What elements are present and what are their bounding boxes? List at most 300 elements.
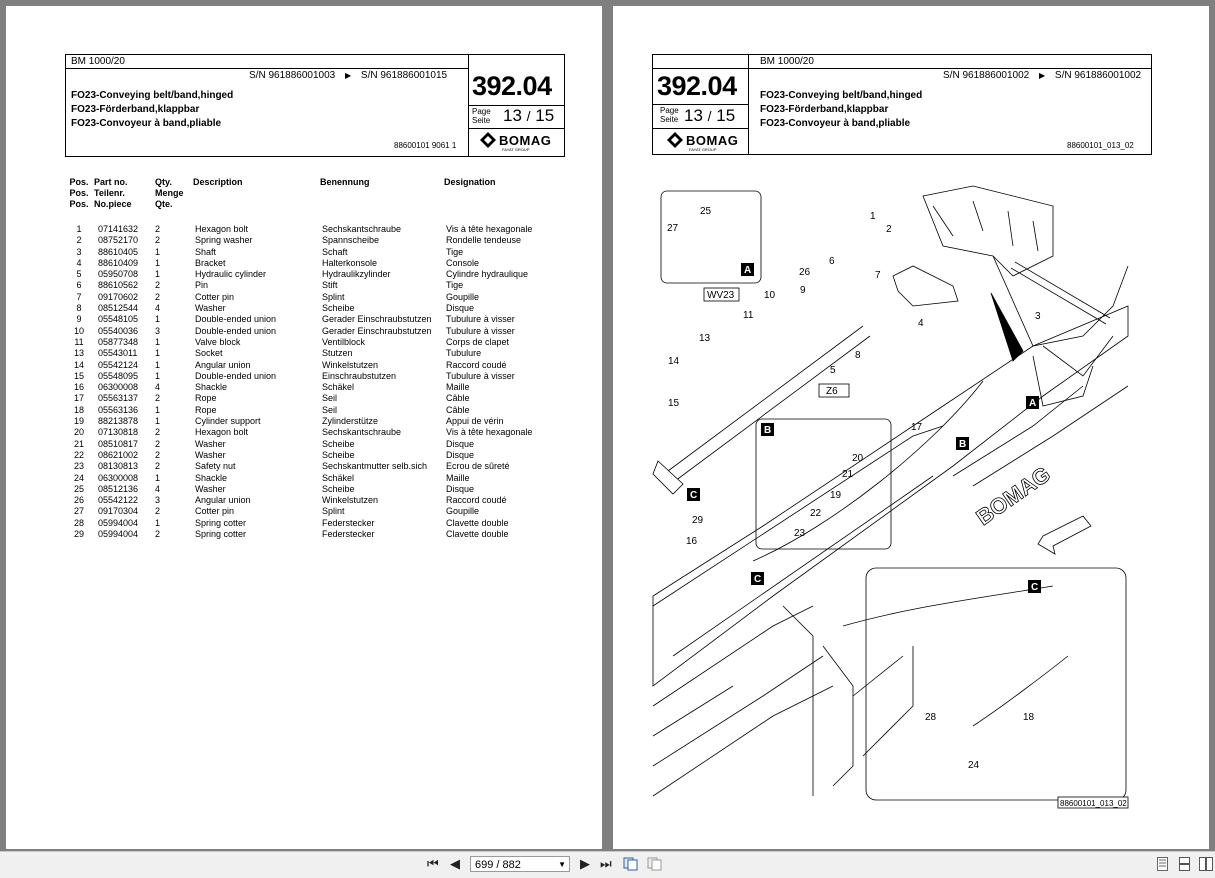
cell-qty: 1 bbox=[155, 348, 161, 359]
cell-desc: Angular union bbox=[195, 359, 251, 370]
cell-pos: 2 bbox=[76, 235, 82, 246]
forward-view-icon[interactable] bbox=[647, 857, 662, 874]
cell-fr: Câble bbox=[446, 404, 470, 415]
cell-part: 05563136 bbox=[98, 404, 139, 415]
cell-fr: Cylindre hydraulique bbox=[446, 269, 529, 280]
cell-part: 08130813 bbox=[98, 461, 139, 472]
cell-fr: Corps de clapet bbox=[446, 336, 510, 347]
cell-qty: 1 bbox=[155, 336, 161, 347]
cell-desc: Washer bbox=[195, 303, 226, 314]
callout-17: 17 bbox=[911, 422, 923, 433]
table-row bbox=[64, 360, 532, 371]
single-page-icon[interactable] bbox=[1157, 857, 1168, 874]
callout-8: 8 bbox=[855, 350, 861, 361]
callout-7: 7 bbox=[875, 270, 881, 281]
cell-part: 05540036 bbox=[98, 325, 139, 336]
cell-desc: Spring washer bbox=[195, 235, 253, 246]
cell-fr: Disque bbox=[446, 483, 475, 494]
callout-13: 13 bbox=[699, 333, 711, 344]
arrow-icon: ▶ bbox=[1038, 71, 1046, 80]
cell-part: 05563137 bbox=[98, 393, 139, 404]
cell-pos: 19 bbox=[73, 416, 84, 427]
cell-ben: Seil bbox=[322, 404, 338, 415]
callout-18: 18 bbox=[1023, 712, 1035, 723]
cell-part: 88213878 bbox=[98, 416, 139, 427]
cell-part: 06300008 bbox=[98, 472, 139, 483]
cell-part: 05548105 bbox=[98, 314, 139, 325]
chevron-down-icon[interactable]: ▼ bbox=[558, 860, 566, 869]
cell-fr: Raccord coudé bbox=[446, 359, 507, 370]
title-fr: FO23-Convoyeur à band,pliable bbox=[760, 118, 911, 129]
detail-marker-c bbox=[687, 488, 700, 501]
prev-page-icon[interactable]: ◀ bbox=[450, 856, 460, 871]
cell-fr: Clavette double bbox=[446, 517, 509, 528]
callout-10: 10 bbox=[764, 290, 776, 301]
serial-from: S/N 961886001003 bbox=[249, 70, 336, 81]
cell-pos: 1 bbox=[76, 224, 82, 234]
callout-14: 14 bbox=[668, 356, 680, 367]
cell-desc: Cotter pin bbox=[195, 506, 235, 517]
cell-pos: 14 bbox=[73, 359, 84, 370]
viewer-toolbar bbox=[0, 851, 1215, 878]
page-total: 15 bbox=[716, 106, 736, 125]
cell-desc: Rope bbox=[195, 393, 217, 404]
cell-part: 05994004 bbox=[98, 529, 139, 540]
cell-desc: Washer bbox=[195, 438, 226, 449]
callout-9: 9 bbox=[800, 285, 806, 296]
callout-11: 11 bbox=[743, 310, 754, 321]
cell-desc: Double-ended union bbox=[195, 314, 277, 325]
cell-fr: Disque bbox=[446, 449, 475, 460]
cell-qty: 1 bbox=[155, 314, 161, 325]
cell-ben: Spannscheibe bbox=[322, 235, 380, 246]
cell-qty: 1 bbox=[155, 370, 161, 381]
cell-fr: Tubulure bbox=[446, 348, 482, 359]
cell-fr: Clavette double bbox=[446, 529, 509, 540]
cell-ben: Winkelstutzen bbox=[322, 359, 379, 370]
cell-qty: 2 bbox=[155, 427, 161, 438]
cell-fr: Tubulure à visser bbox=[446, 314, 515, 325]
group-number: 392.04 bbox=[472, 71, 552, 101]
cell-part: 05548095 bbox=[98, 370, 139, 381]
cell-part: 07130818 bbox=[98, 427, 139, 438]
cell-ben: Gerader Einschraubstutzen bbox=[322, 325, 432, 336]
cell-qty: 1 bbox=[155, 404, 161, 415]
table-row bbox=[64, 326, 532, 337]
logo-word: BOMAG bbox=[686, 132, 739, 148]
bomag-diamond-icon bbox=[480, 132, 496, 148]
cell-qty: 2 bbox=[155, 461, 161, 472]
cell-desc: Washer bbox=[195, 449, 226, 460]
cell-pos: 28 bbox=[73, 517, 84, 528]
table-row bbox=[64, 518, 532, 529]
serial-to: S/N 961886001015 bbox=[360, 70, 448, 81]
cell-part: 08512544 bbox=[98, 303, 139, 314]
cell-desc: Spring cotter bbox=[195, 529, 247, 540]
cell-ben: Sechskantschraube bbox=[322, 224, 402, 234]
cell-ben: Federstecker bbox=[322, 517, 375, 528]
cell-part: 05877348 bbox=[98, 336, 139, 347]
cell-desc: Shackle bbox=[195, 472, 228, 483]
cell-ben: Schäkel bbox=[322, 472, 355, 483]
cell-fr: Vis à tête hexagonale bbox=[446, 224, 533, 234]
callout-19: 19 bbox=[830, 490, 842, 501]
seite-label: Seite bbox=[660, 115, 679, 124]
cell-pos: 24 bbox=[73, 472, 84, 483]
callout-16: 16 bbox=[686, 536, 698, 547]
table-row bbox=[64, 393, 532, 404]
cell-pos: 6 bbox=[76, 280, 82, 291]
table-row bbox=[64, 371, 532, 382]
cell-ben: Einschraubstutzen bbox=[322, 370, 397, 381]
cell-desc: Cylinder support bbox=[195, 416, 261, 427]
cell-qty: 2 bbox=[155, 224, 161, 234]
table-row bbox=[64, 314, 532, 325]
exploded-parts-diagram bbox=[613, 6, 1209, 849]
cell-qty: 1 bbox=[155, 359, 161, 370]
page-labels bbox=[472, 107, 491, 125]
table-header bbox=[64, 177, 532, 210]
cell-part: 05543011 bbox=[98, 348, 138, 359]
detail-marker-c bbox=[751, 572, 764, 585]
title-en: FO23-Conveying belt/band,hinged bbox=[71, 90, 234, 101]
cell-part: 88610405 bbox=[98, 246, 139, 257]
cell-desc: Rope bbox=[195, 404, 217, 415]
cell-qty: 1 bbox=[155, 517, 161, 528]
title-en: FO23-Conveying belt/band,hinged bbox=[760, 90, 923, 101]
cell-fr: Rondelle tendeuse bbox=[446, 235, 522, 246]
col-pos: Pos. Pos. Pos. bbox=[69, 177, 89, 209]
table-row bbox=[64, 235, 532, 246]
cell-fr: Maille bbox=[446, 382, 470, 393]
last-page-icon[interactable]: ⏭ bbox=[600, 856, 612, 871]
serial-range bbox=[249, 70, 447, 81]
callout-22: 22 bbox=[810, 508, 822, 519]
cell-part: 88610562 bbox=[98, 280, 139, 291]
cell-qty: 4 bbox=[155, 483, 161, 494]
drawing-number: 88600101 9061 1 bbox=[394, 141, 457, 150]
callout-1: 1 bbox=[870, 211, 876, 222]
svg-text:C: C bbox=[754, 574, 762, 585]
cell-qty: 2 bbox=[155, 506, 161, 517]
page-label: Page bbox=[472, 107, 491, 116]
logo-sub: FAYAT GROUP bbox=[689, 147, 717, 152]
table-row bbox=[64, 416, 532, 427]
page-total: 15 bbox=[535, 106, 555, 125]
left-header bbox=[65, 54, 565, 157]
cell-fr: Tige bbox=[446, 246, 464, 257]
detail-marker-c bbox=[1028, 580, 1041, 593]
cell-pos: 13 bbox=[73, 348, 84, 359]
cell-qty: 2 bbox=[155, 438, 161, 449]
cell-desc: Shackle bbox=[195, 382, 228, 393]
cell-qty: 2 bbox=[155, 393, 161, 404]
cell-desc: Valve block bbox=[195, 336, 241, 347]
back-view-icon[interactable] bbox=[623, 857, 638, 874]
page-number-input[interactable] bbox=[470, 856, 570, 872]
cell-fr: Tubulure à visser bbox=[446, 370, 515, 381]
cell-fr: Goupille bbox=[446, 506, 480, 517]
logo-word: BOMAG bbox=[499, 132, 552, 148]
continuous-icon[interactable] bbox=[1179, 857, 1190, 874]
cell-qty: 2 bbox=[155, 280, 161, 291]
detail-marker-b bbox=[761, 423, 774, 436]
diagram-stamp: 88600101_013_02 bbox=[1060, 799, 1127, 808]
left-page bbox=[6, 6, 602, 849]
page-of-total bbox=[503, 106, 554, 126]
cell-qty: 3 bbox=[155, 495, 161, 506]
cell-fr: Vis à tête hexagonale bbox=[446, 427, 533, 438]
table-row bbox=[64, 529, 532, 540]
cell-desc: Safety nut bbox=[195, 461, 236, 472]
cell-qty: 2 bbox=[155, 291, 161, 302]
parts-body bbox=[64, 224, 532, 540]
arrow-icon: ▶ bbox=[344, 71, 352, 80]
cell-desc: Double-ended union bbox=[195, 370, 277, 381]
logo-sub: FAYAT GROUP bbox=[502, 147, 530, 152]
callout-25: 25 bbox=[700, 206, 712, 217]
right-page bbox=[613, 6, 1209, 849]
callout-21: 21 bbox=[842, 469, 854, 480]
svg-text:C: C bbox=[1031, 582, 1039, 593]
model-name: BM 1000/20 bbox=[760, 56, 814, 67]
cell-part: 05950708 bbox=[98, 269, 139, 280]
tag-z6: Z6 bbox=[826, 386, 838, 397]
cell-part: 08510817 bbox=[98, 438, 139, 449]
cell-fr: Tige bbox=[446, 280, 464, 291]
next-page-icon[interactable]: ▶ bbox=[580, 856, 590, 871]
cell-ben: Scheibe bbox=[322, 438, 355, 449]
cell-pos: 17 bbox=[73, 393, 84, 404]
callout-4: 4 bbox=[918, 318, 924, 329]
cell-pos: 27 bbox=[73, 506, 84, 517]
cell-part: 09170602 bbox=[98, 291, 139, 302]
cell-qty: 2 bbox=[155, 235, 161, 246]
cell-part: 08752170 bbox=[98, 235, 139, 246]
serial-to: S/N 961886001002 bbox=[1054, 70, 1142, 81]
table-row bbox=[64, 506, 532, 517]
cell-pos: 15 bbox=[73, 370, 84, 381]
cell-ben: Scheibe bbox=[322, 449, 355, 460]
cell-pos: 7 bbox=[76, 291, 82, 302]
cell-desc: Hydraulic cylinder bbox=[195, 269, 267, 280]
cell-fr: Goupille bbox=[446, 291, 480, 302]
cell-pos: 16 bbox=[73, 382, 84, 393]
cell-pos: 23 bbox=[73, 461, 84, 472]
cell-part: 06300008 bbox=[98, 382, 139, 393]
cell-part: 08621002 bbox=[98, 449, 139, 460]
svg-text:B: B bbox=[959, 439, 967, 450]
cell-pos: 18 bbox=[73, 404, 84, 415]
callout-26: 26 bbox=[799, 267, 811, 278]
cell-pos: 22 bbox=[73, 449, 84, 460]
cell-ben: Ventilblock bbox=[322, 336, 366, 347]
detail-marker-a bbox=[741, 263, 754, 276]
machine-brand: BOMAG bbox=[971, 461, 1055, 531]
page-label: Page bbox=[660, 106, 679, 115]
cell-desc: Spring cotter bbox=[195, 517, 247, 528]
title-de: FO23-Förderband,klappbar bbox=[760, 104, 889, 115]
table-row bbox=[64, 303, 532, 314]
cell-qty: 4 bbox=[155, 303, 161, 314]
table-row bbox=[64, 258, 532, 269]
title-fr: FO23-Convoyeur à band,pliable bbox=[71, 118, 222, 129]
table-row bbox=[64, 495, 532, 506]
table-row bbox=[64, 405, 532, 416]
cell-fr: Raccord coudé bbox=[446, 495, 507, 506]
col-benennung: Benennung bbox=[320, 177, 370, 187]
cell-pos: 20 bbox=[73, 427, 84, 438]
cell-fr: Disque bbox=[446, 438, 475, 449]
cell-ben: Seil bbox=[322, 393, 338, 404]
cell-pos: 11 bbox=[74, 336, 84, 347]
callout-3: 3 bbox=[1035, 311, 1041, 322]
cell-qty: 2 bbox=[155, 529, 161, 540]
table-row bbox=[64, 224, 532, 235]
facing-pages-icon[interactable] bbox=[1199, 857, 1213, 874]
cell-ben: Stift bbox=[322, 280, 338, 291]
cell-ben: Sechskantmutter selb.sich bbox=[322, 461, 428, 472]
cell-fr: Console bbox=[446, 257, 480, 268]
table-row bbox=[64, 473, 532, 484]
table-row bbox=[64, 348, 532, 359]
cell-ben: Gerader Einschraubstutzen bbox=[322, 314, 432, 325]
cell-qty: 3 bbox=[155, 325, 161, 336]
col-desc: Description bbox=[193, 177, 243, 187]
callout-2: 2 bbox=[886, 224, 892, 235]
callout-6: 6 bbox=[829, 256, 835, 267]
callout-23: 23 bbox=[794, 528, 806, 539]
tag-wv23: WV23 bbox=[707, 290, 735, 301]
drawing-number: 88600101_013_02 bbox=[1067, 141, 1134, 150]
table-row bbox=[64, 382, 532, 393]
svg-text:C: C bbox=[690, 490, 698, 501]
cell-part: 08512136 bbox=[98, 483, 139, 494]
page-indicator: 699 / 882 bbox=[475, 859, 521, 871]
cell-qty: 4 bbox=[155, 382, 161, 393]
detail-marker-b bbox=[956, 437, 969, 450]
cell-pos: 10 bbox=[73, 325, 84, 336]
cell-desc: Washer bbox=[195, 483, 226, 494]
cell-ben: Halterkonsole bbox=[322, 257, 378, 268]
callout-29: 29 bbox=[692, 515, 704, 526]
cell-part: 09170304 bbox=[98, 506, 139, 517]
cell-ben: Scheibe bbox=[322, 483, 355, 494]
cell-fr: Câble bbox=[446, 393, 470, 404]
col-part: Part no. Teilenr. No.piece bbox=[94, 177, 132, 209]
cell-desc: Hexagon bolt bbox=[195, 224, 249, 234]
cell-qty: 1 bbox=[155, 246, 161, 257]
cell-pos: 29 bbox=[73, 529, 84, 540]
cell-ben: Zylinderstütze bbox=[322, 416, 379, 427]
table-row bbox=[64, 450, 532, 461]
cell-ben: Stutzen bbox=[322, 348, 353, 359]
svg-text:A: A bbox=[744, 265, 752, 276]
cell-ben: Sechskantschraube bbox=[322, 427, 402, 438]
detail-marker-a bbox=[1026, 396, 1039, 409]
callout-24: 24 bbox=[968, 760, 980, 771]
table-row bbox=[64, 461, 532, 472]
table-row bbox=[64, 269, 532, 280]
callout-27: 27 bbox=[667, 223, 679, 234]
cell-desc: Socket bbox=[195, 348, 223, 359]
cell-qty: 2 bbox=[155, 449, 161, 460]
cell-ben: Schaft bbox=[322, 246, 348, 257]
page-current: 13 bbox=[503, 106, 522, 125]
cell-part: 07141632 bbox=[98, 224, 139, 234]
page-separator: / bbox=[707, 108, 712, 124]
cell-desc: Bracket bbox=[195, 257, 226, 268]
table-row bbox=[64, 427, 532, 438]
cell-desc: Hexagon bolt bbox=[195, 427, 249, 438]
cell-part: 05542124 bbox=[98, 359, 139, 370]
cell-desc: Cotter pin bbox=[195, 291, 235, 302]
callout-28: 28 bbox=[925, 712, 937, 723]
col-qty: Qty. Menge Qte. bbox=[155, 177, 184, 209]
callout-5: 5 bbox=[830, 365, 836, 376]
cell-part: 88610409 bbox=[98, 257, 139, 268]
cell-qty: 1 bbox=[155, 416, 161, 427]
cell-pos: 26 bbox=[73, 495, 84, 506]
cell-pos: 8 bbox=[76, 303, 82, 314]
col-designation: Designation bbox=[444, 177, 496, 187]
cell-pos: 4 bbox=[76, 257, 82, 268]
cell-part: 05994004 bbox=[98, 517, 139, 528]
cell-pos: 3 bbox=[76, 246, 82, 257]
svg-text:B: B bbox=[764, 425, 772, 436]
parts-table bbox=[64, 177, 532, 540]
table-row bbox=[64, 484, 532, 495]
cell-pos: 21 bbox=[73, 438, 84, 449]
cell-ben: Winkelstutzen bbox=[322, 495, 379, 506]
table-row bbox=[64, 439, 532, 450]
cell-qty: 1 bbox=[155, 257, 161, 268]
cell-ben: Scheibe bbox=[322, 303, 355, 314]
cell-ben: Schäkel bbox=[322, 382, 355, 393]
svg-text:A: A bbox=[1029, 398, 1037, 409]
cell-fr: Appui de vérin bbox=[446, 416, 504, 427]
bomag-logo bbox=[480, 132, 552, 152]
title-de: FO23-Förderband,klappbar bbox=[71, 104, 200, 115]
cell-fr: Disque bbox=[446, 303, 475, 314]
cell-fr: Ecrou de sûreté bbox=[446, 461, 510, 472]
table-row bbox=[64, 280, 532, 291]
table-row bbox=[64, 247, 532, 258]
cell-part: 05542122 bbox=[98, 495, 139, 506]
cell-fr: Maille bbox=[446, 472, 470, 483]
cell-qty: 1 bbox=[155, 472, 161, 483]
cell-pos: 9 bbox=[76, 314, 82, 325]
table-row bbox=[64, 292, 532, 303]
callout-20: 20 bbox=[852, 453, 864, 464]
cell-desc: Pin bbox=[195, 280, 209, 291]
cell-ben: Splint bbox=[322, 291, 345, 302]
table-row bbox=[64, 337, 532, 348]
cell-desc: Angular union bbox=[195, 495, 251, 506]
page-separator: / bbox=[526, 108, 531, 124]
seite-label: Seite bbox=[472, 116, 491, 125]
callout-15: 15 bbox=[668, 398, 680, 409]
first-page-icon[interactable]: ⏮ bbox=[427, 856, 439, 871]
cell-desc: Shaft bbox=[195, 246, 217, 257]
model-name: BM 1000/20 bbox=[71, 56, 125, 67]
cell-fr: Tubulure à visser bbox=[446, 325, 515, 336]
cell-qty: 1 bbox=[155, 269, 161, 280]
cell-pos: 25 bbox=[73, 483, 84, 494]
cell-desc: Double-ended union bbox=[195, 325, 277, 336]
serial-from: S/N 961886001002 bbox=[943, 70, 1030, 81]
group-number: 392.04 bbox=[657, 71, 737, 101]
